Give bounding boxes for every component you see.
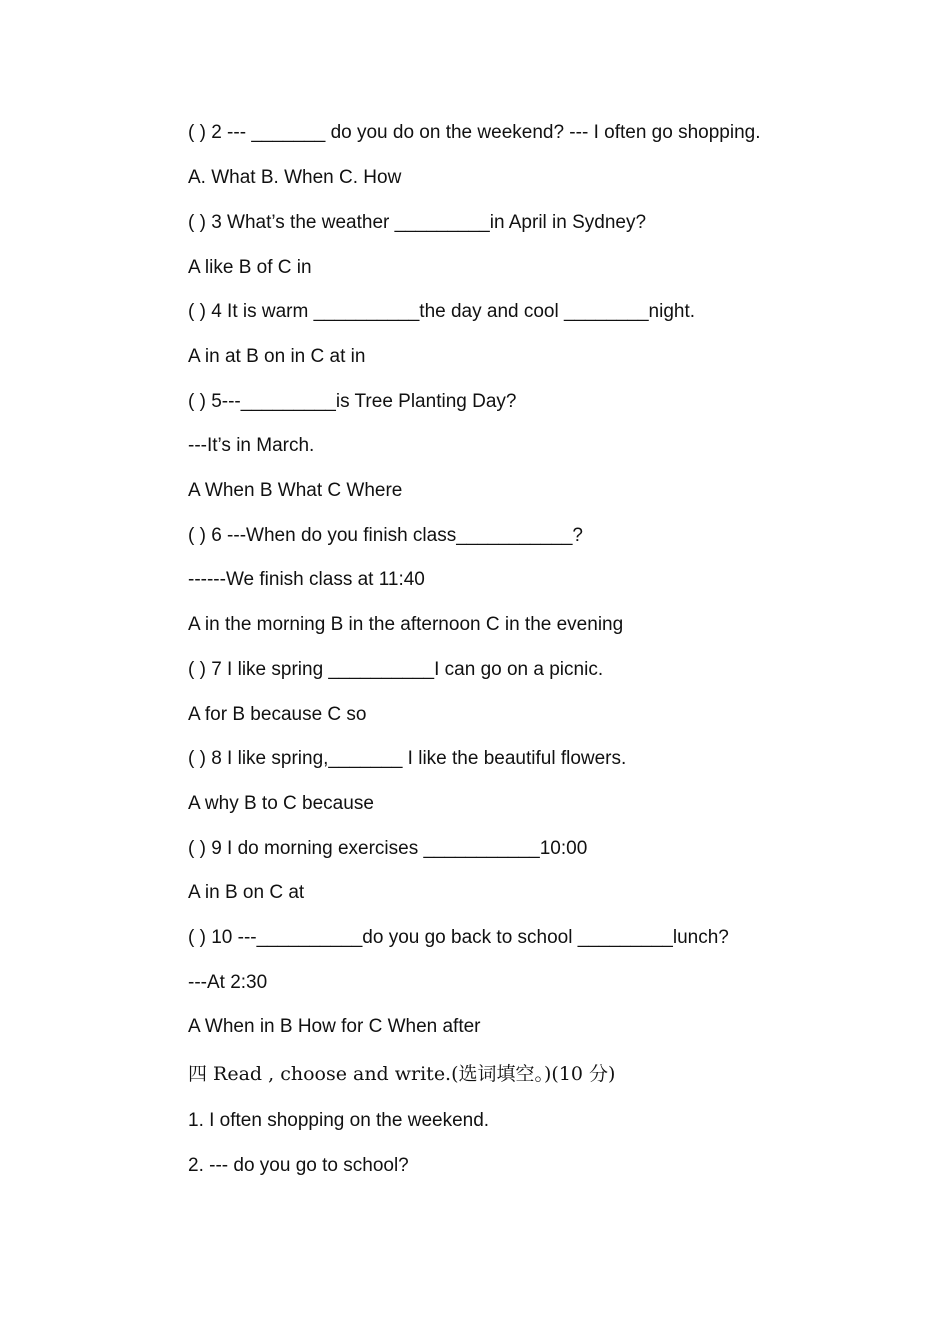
section-4-item-2: 2. --- do you go to school? [188, 1155, 409, 1176]
question-8-options: A why B to C because [188, 793, 374, 814]
question-3-stem: ( ) 3 What’s the weather _________in April in Sydney? [188, 212, 647, 233]
question-7-options: A for B because C so [188, 704, 367, 725]
question-9-stem: ( ) 9 I do morning exercises ___________10:00 [188, 838, 588, 859]
question-10-answer: ---At 2:30 [188, 972, 268, 993]
question-6-stem: ( ) 6 ---When do you finish class___________? [188, 525, 584, 546]
question-2-options: A. What B. When C. How [188, 167, 402, 188]
section-4-item-1: 1. I often shopping on the weekend. [188, 1110, 490, 1131]
question-8-stem: ( ) 8 I like spring,_______ I like the beautiful flowers. [188, 748, 627, 769]
question-5-answer: ---It’s in March. [188, 435, 315, 456]
question-5-stem: ( ) 5---_________is Tree Planting Day? [188, 391, 517, 412]
question-4-stem: ( ) 4 It is warm __________the day and cool ________night. [188, 301, 696, 322]
question-5-options: A When B What C Where [188, 480, 403, 501]
question-6-answer: ------We finish class at 11:40 [188, 569, 425, 590]
question-10-stem: ( ) 10 ---__________do you go back to school _________lunch? [188, 927, 729, 948]
question-2-stem: ( ) 2 --- _______ do you do on the weekend? --- I often go shopping. [188, 122, 761, 143]
question-9-options: A in B on C at [188, 882, 305, 903]
section-4-heading: 四 Read , choose and write.(选词填空。)(10 分) [188, 1063, 616, 1085]
question-7-stem: ( ) 7 I like spring __________I can go on a picnic. [188, 659, 604, 680]
question-10-options: A When in B How for C When after [188, 1016, 481, 1037]
question-6-options: A in the morning B in the afternoon C in the evening [188, 614, 624, 635]
question-4-options: A in at B on in C at in [188, 346, 366, 367]
question-3-options: A like B of C in [188, 257, 312, 278]
